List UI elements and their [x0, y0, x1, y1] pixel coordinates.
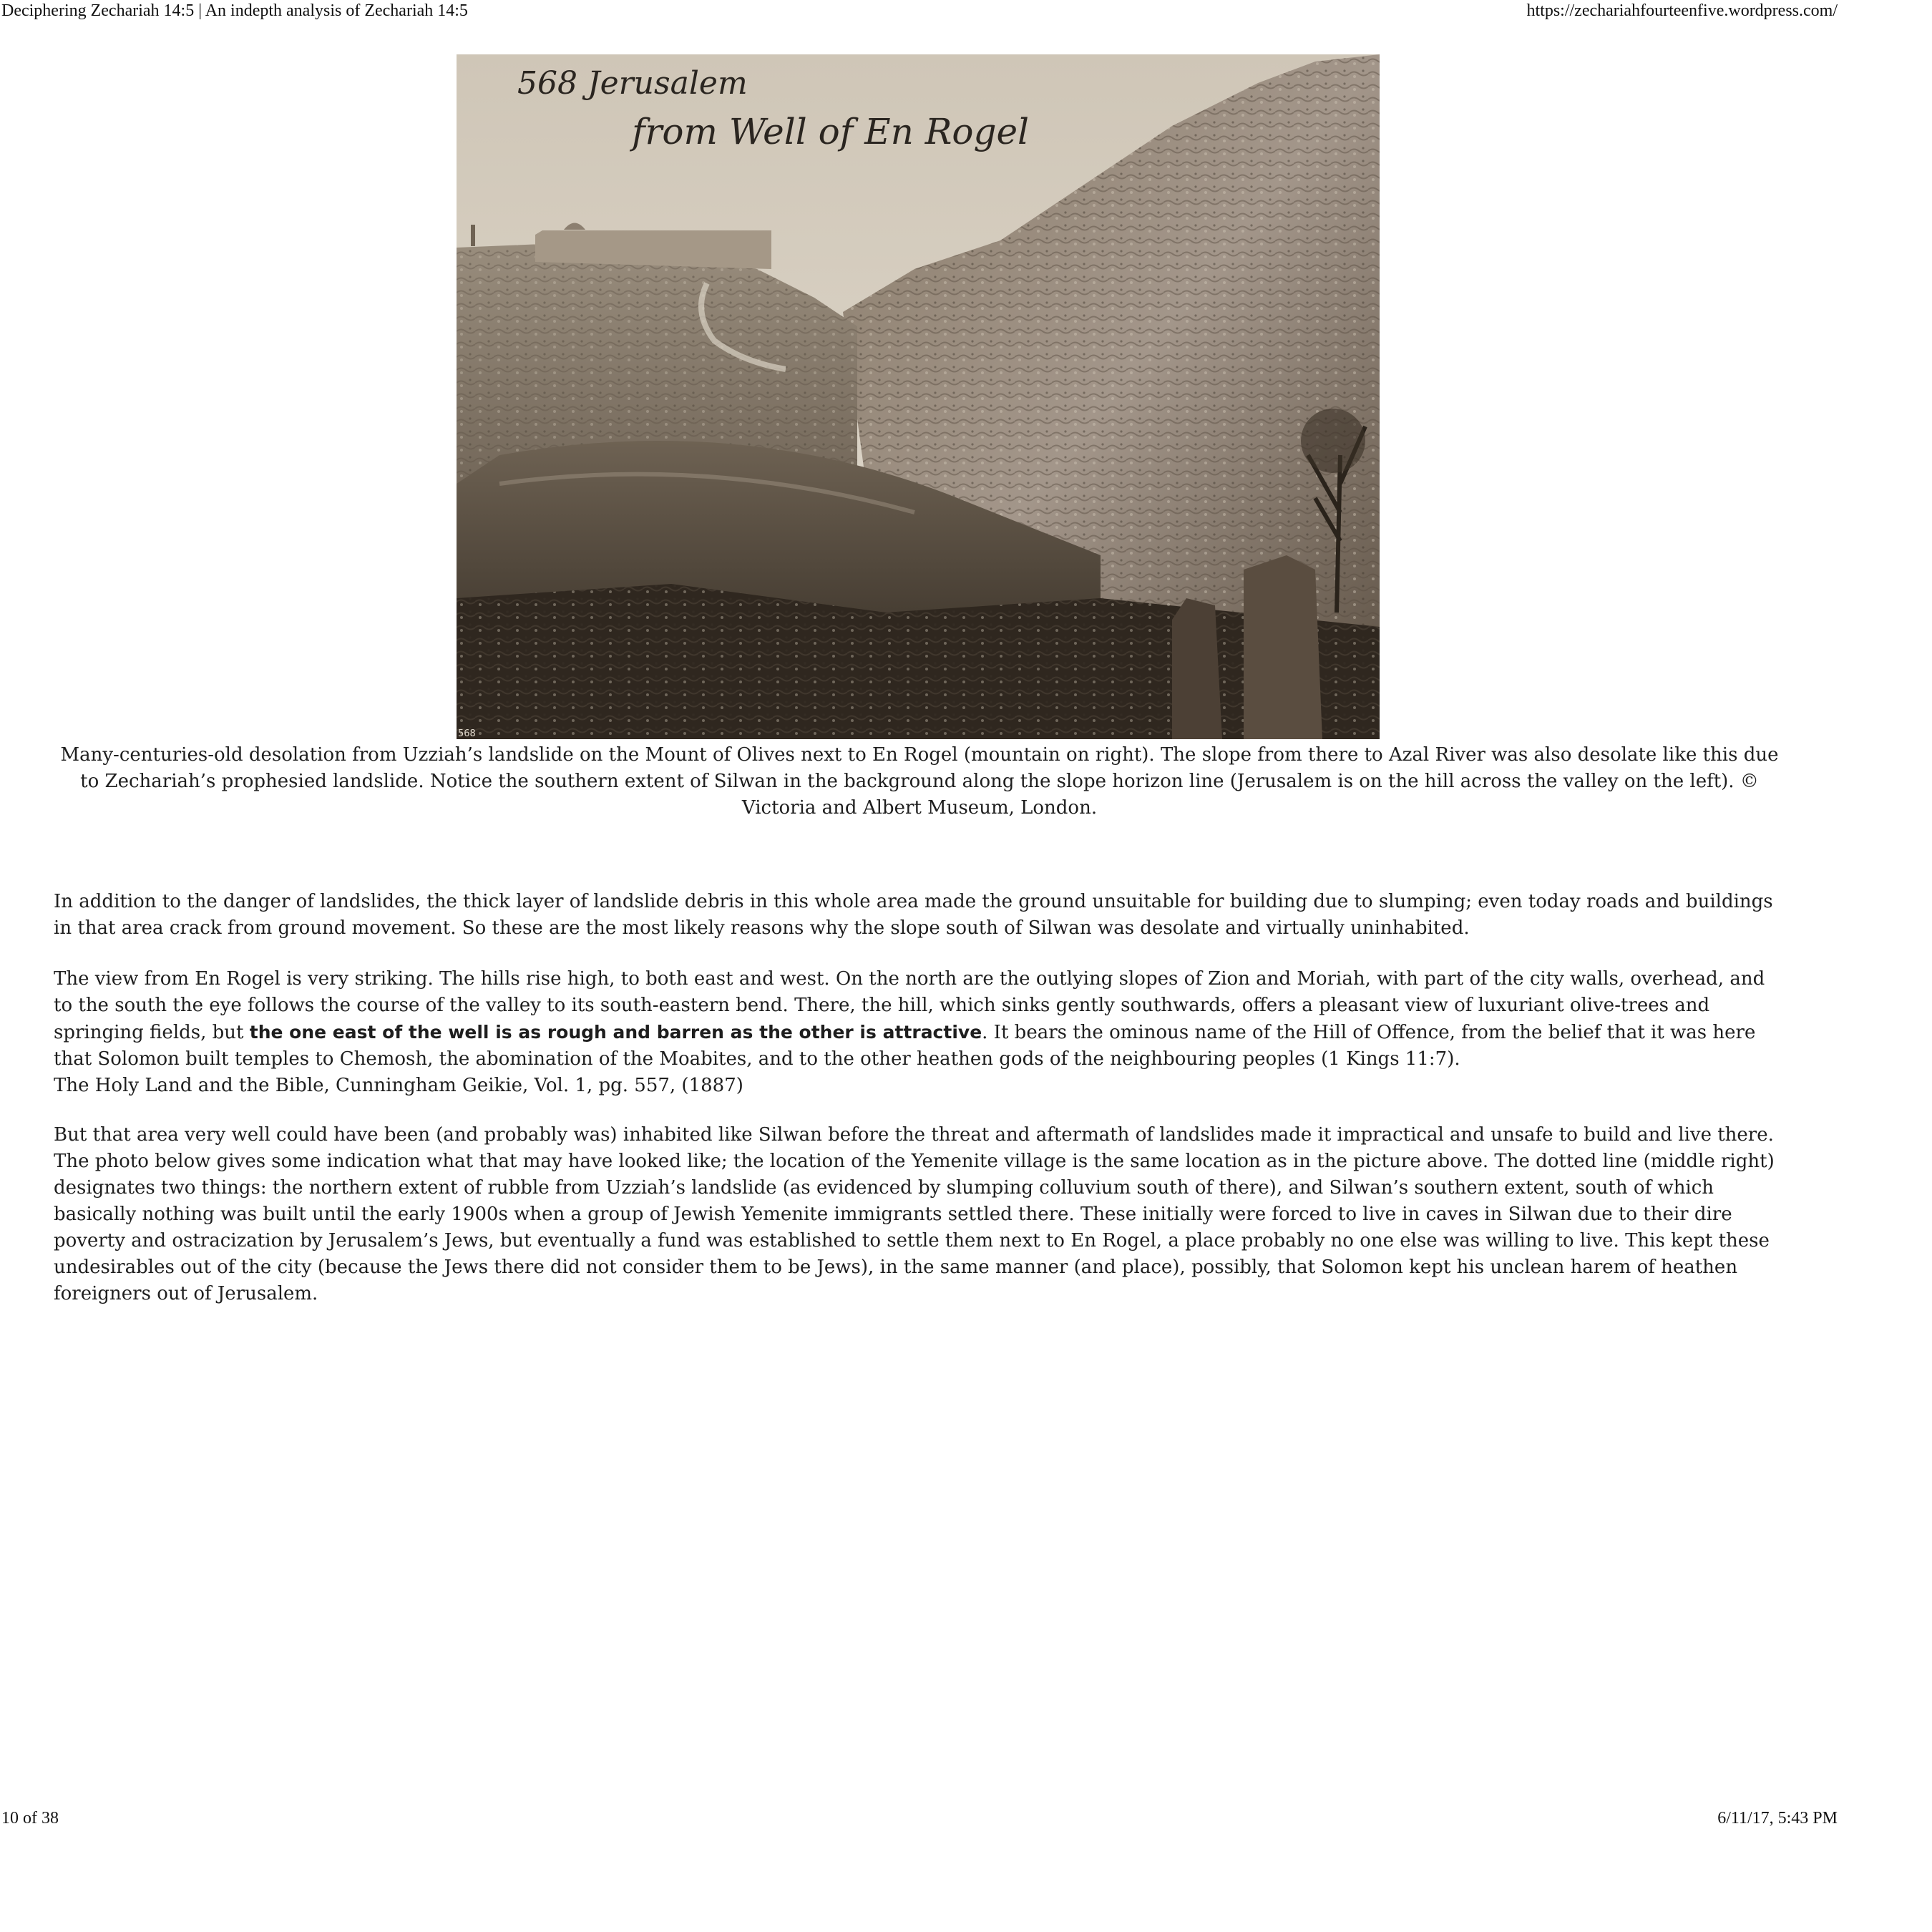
quote-citation: The Holy Land and the Bible, Cunningham Geikie, Vol. 1, pg. 557, (1887) [54, 1075, 743, 1096]
photo-corner-number: 568 [458, 728, 476, 739]
quote-text [54, 966, 1789, 1073]
quote-text-after: . It bears the ominous name of the Hill of Offence, from the belief that it was here that Solomon built temples to Chemosh, the abomination of the Moabites, and to the other heathen gods of the neighbouring peoples (1 Kings 11:7). [54, 1022, 1756, 1070]
paragraph-text: In addition to the danger of landslides, the thick layer of landslide debris in this whole area made the ground unsuitable for building due to slumping; even today roads and buildings in that area crack from ground movement. So these are the most likely reasons why the slope south of Silwan was desolate and virtually uninhabited. [54, 891, 1773, 939]
paragraph-yemenite-village [54, 1122, 1789, 1307]
print-footer [0, 1809, 1838, 1830]
quote-bold-emphasis: the one east of the well is as rough and barren as the other is attractive [249, 1022, 982, 1043]
paragraph-landslide-debris [54, 889, 1789, 942]
photo-handwriting-line1: 568 Jerusalem [517, 65, 748, 102]
print-header [0, 1, 1838, 23]
photo-handwriting-line2: from Well of En Rogel [632, 111, 1030, 152]
paragraph-text: But that area very well could have been (and probably was) inhabited like Silwan before the threat and aftermath of landslides made it impractical and unsafe to build and live there. The photo below gives some indication what that may have looked like; the location of the Yemenite village is the same location as in the picture above. The dotted line (middle right) designates two things: the northern extent of rubble from Uzziah’s landslide (as evidenced by slumping colluvium south of there), and Silwan’s southern extent, south of which basically nothing was built until the early 1900s when a group of Jewish Yemenite immigrants settled there. These initially were forced to live in caves in Silwan due to their dire poverty and ostracization by Jerusalem’s Jews, but eventually a fund was established to settle them next to En Rogel, a place probably no one else was willing to live. This kept these undesirables out of the city (because the Jews there did not consider them to be Jews), in the same manner (and place), possibly, that Solomon kept his unclean harem of heathen foreigners out of Jerusalem. [54, 1124, 1775, 1304]
quote-text-before: The view from En Rogel is very striking. The hills rise high, to both east and west. On the north are the outlying slopes of Zion and Moriah, with part of the city walls, overhead, and to the south the eye follows the course of the valley to its south-eastern bend. There, the hill, which sinks gently southwards, offers a pleasant view of luxuriant olive-trees and springing fields, but [54, 968, 1765, 1043]
print-datetime: 6/11/17, 5:43 PM [1717, 1809, 1838, 1828]
page-title: Deciphering Zechariah 14:5 | An indepth analysis of Zechariah 14:5 [1, 1, 468, 20]
photo-caption: Many-centuries-old desolation from Uzziah’s landslide on the Mount of Olives next to En Rogel (mountain on right). The slope from there to Azal River was also desolate like this due to Zechariah’s prophesied landslide. Notice the southern extent of Silwan in the background along the slope horizon line (Jerusalem is on the hill across the valley on the left). © Victoria and Albert Museum, London. [60, 744, 1779, 819]
page-count: 10 of 38 [1, 1809, 59, 1828]
quoted-paragraph-en-rogel-view [54, 966, 1789, 1099]
page-url[interactable]: https://zechariahfourteenfive.wordpress.com/ [1526, 1, 1838, 20]
historical-photo [457, 54, 1380, 739]
sepia-landscape-image [457, 54, 1380, 739]
